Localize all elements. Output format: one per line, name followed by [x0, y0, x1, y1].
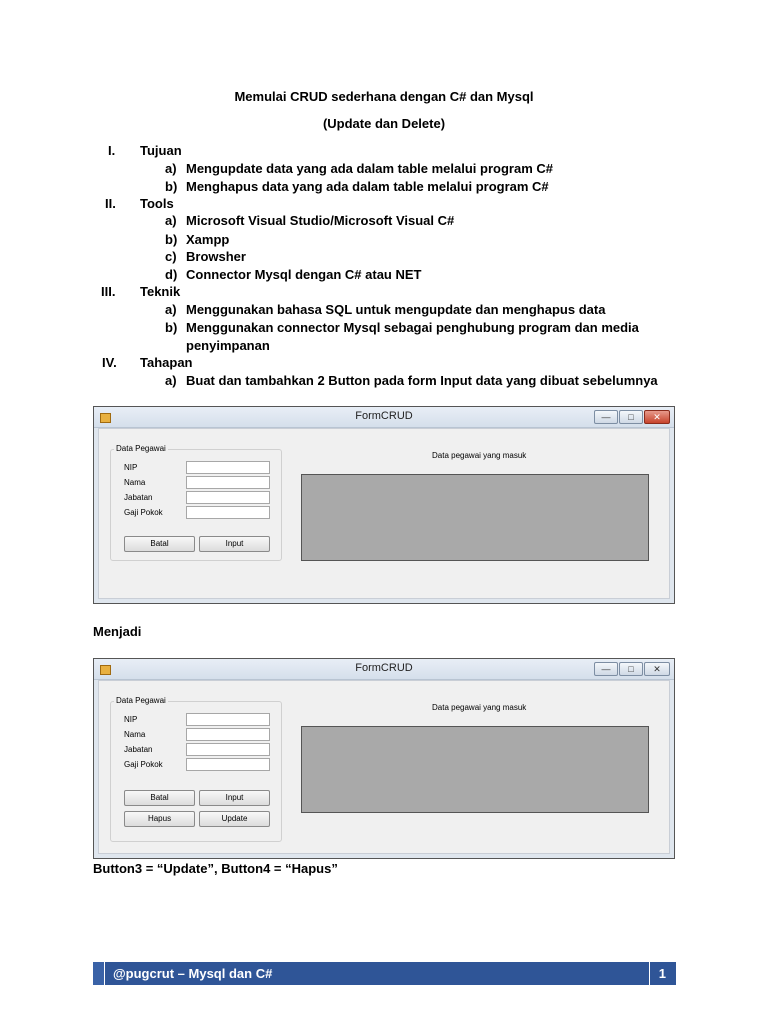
- window-titlebar: [94, 659, 674, 680]
- form-client-area: [98, 428, 670, 599]
- label-nip: NIP: [124, 463, 138, 472]
- groupbox-title: Data Pegawai: [116, 696, 166, 705]
- form-client-area: [98, 680, 670, 854]
- label-nip: NIP: [124, 715, 138, 724]
- item-marker: a): [165, 161, 177, 176]
- item-marker: c): [165, 249, 177, 264]
- list-item-continuation: penyimpanan: [186, 338, 270, 353]
- transition-text: Menjadi: [93, 624, 142, 639]
- label-jabatan: Jabatan: [124, 745, 153, 754]
- list-item: Mengupdate data yang ada dalam table melalui program C#: [186, 161, 553, 176]
- batal-button[interactable]: Batal: [124, 536, 195, 552]
- close-icon[interactable]: ✕: [644, 410, 670, 424]
- minimize-icon[interactable]: —: [594, 662, 618, 676]
- list-item: Browsher: [186, 249, 246, 264]
- nip-input[interactable]: [186, 461, 270, 474]
- window-title: FormCRUD: [355, 410, 413, 422]
- item-marker: b): [165, 179, 178, 194]
- document-title: Memulai CRUD sederhana dengan C# dan Mysql: [234, 89, 534, 104]
- gaji-pokok-input[interactable]: [186, 758, 270, 771]
- item-marker: d): [165, 267, 178, 282]
- list-item: Buat dan tambahkan 2 Button pada form Input data yang dibuat sebelumnya: [186, 373, 658, 388]
- maximize-icon[interactable]: □: [619, 410, 643, 424]
- footer-divider: [649, 962, 650, 985]
- form-screenshot-after: [93, 658, 675, 859]
- section-numeral: III.: [101, 284, 116, 299]
- section-heading: Teknik: [140, 284, 181, 299]
- list-item: Microsoft Visual Studio/Microsoft Visual C#: [186, 213, 455, 228]
- hapus-button[interactable]: Hapus: [124, 811, 195, 827]
- list-item: Xampp: [186, 232, 230, 247]
- label-gaji-pokok: Gaji Pokok: [124, 760, 163, 769]
- item-marker: a): [165, 302, 177, 317]
- footer-edge: [93, 962, 105, 985]
- grid-label: Data pegawai yang masuk: [432, 451, 527, 460]
- section-heading: Tahapan: [140, 355, 193, 370]
- minimize-icon[interactable]: —: [594, 410, 618, 424]
- section-numeral: I.: [108, 143, 116, 158]
- footer-text: @pugcrut – Mysql dan C#: [113, 966, 273, 981]
- label-gaji-pokok: Gaji Pokok: [124, 508, 163, 517]
- input-button[interactable]: Input: [199, 790, 270, 806]
- page-number: 1: [658, 966, 666, 981]
- jabatan-input[interactable]: [186, 491, 270, 504]
- groupbox-title: Data Pegawai: [116, 444, 166, 453]
- list-item: Menggunakan connector Mysql sebagai penghubung program dan media: [186, 320, 639, 335]
- item-marker: b): [165, 320, 178, 335]
- list-item: Connector Mysql dengan C# atau NET: [186, 267, 422, 282]
- section-numeral: II.: [105, 196, 116, 211]
- section-heading: Tujuan: [140, 143, 182, 158]
- maximize-icon[interactable]: □: [619, 662, 643, 676]
- section-numeral: IV.: [102, 355, 117, 370]
- close-icon[interactable]: ✕: [644, 662, 670, 676]
- list-item: Menghapus data yang ada dalam table melalui program C#: [186, 179, 549, 194]
- figure-caption: Button3 = “Update”, Button4 = “Hapus”: [93, 861, 338, 876]
- label-nama: Nama: [124, 478, 146, 487]
- item-marker: a): [165, 213, 177, 228]
- nama-input[interactable]: [186, 476, 270, 489]
- data-grid[interactable]: [301, 726, 649, 813]
- gaji-pokok-input[interactable]: [186, 506, 270, 519]
- data-grid[interactable]: [301, 474, 649, 561]
- label-jabatan: Jabatan: [124, 493, 153, 502]
- list-item: Menggunakan bahasa SQL untuk mengupdate dan menghapus data: [186, 302, 606, 317]
- batal-button[interactable]: Batal: [124, 790, 195, 806]
- window-title: FormCRUD: [355, 662, 413, 674]
- form-screenshot-before: [93, 406, 675, 604]
- update-button[interactable]: Update: [199, 811, 270, 827]
- input-button[interactable]: Input: [199, 536, 270, 552]
- item-marker: b): [165, 232, 178, 247]
- grid-label: Data pegawai yang masuk: [432, 703, 527, 712]
- jabatan-input[interactable]: [186, 743, 270, 756]
- nip-input[interactable]: [186, 713, 270, 726]
- page-footer: [93, 962, 676, 985]
- window-titlebar: [94, 407, 674, 428]
- item-marker: a): [165, 373, 177, 388]
- section-heading: Tools: [140, 196, 174, 211]
- label-nama: Nama: [124, 730, 146, 739]
- document-subtitle: (Update dan Delete): [322, 116, 446, 131]
- nama-input[interactable]: [186, 728, 270, 741]
